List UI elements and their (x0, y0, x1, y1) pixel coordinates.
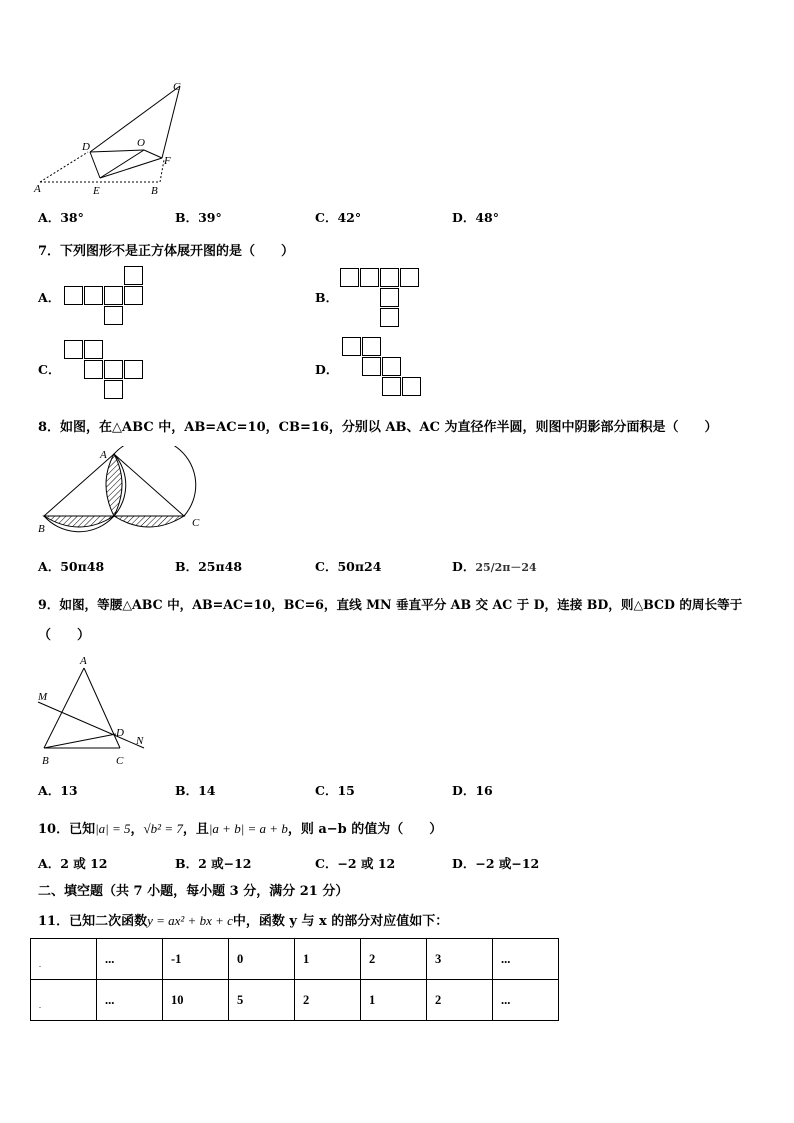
option-letter: C． (315, 856, 338, 871)
q8-option-a[interactable] (38, 557, 104, 575)
table-cell: -1 (163, 939, 229, 980)
q6-figure (30, 72, 200, 202)
q11-prefix: 11．已知二次函数 (38, 914, 148, 929)
q9-option-c[interactable] (315, 781, 355, 799)
option-text: 42° (337, 210, 362, 225)
fig6-label-o: O (137, 137, 145, 149)
q8-figure (34, 446, 214, 536)
table-cell: 10 (163, 980, 229, 1021)
option-letter: A． (38, 783, 61, 798)
fig8-label-c: C (192, 517, 200, 529)
fig9-label-c: C (116, 755, 124, 767)
q10-prefix: 10．已知 (38, 822, 96, 837)
option-text: 25/2π－24 (475, 561, 537, 574)
option-text: 2 或 12 (60, 856, 108, 871)
option-text: −2 或 12 (337, 856, 396, 871)
q8-stem: 8．如图，在△ABC 中，AB=AC=10，CB=16，分别以 AB、AC 为直径作半圆，则图中阴影部分面积是（ ） (38, 420, 718, 435)
option-text: 50π48 (60, 559, 105, 574)
option-letter: B． (175, 856, 199, 871)
option-letter: C． (315, 559, 338, 574)
option-letter: C． (315, 783, 338, 798)
q11-suffix: 中，函数 y 与 x 的部分对应值如下： (232, 914, 449, 929)
table-cell: 2 (427, 980, 493, 1021)
option-text: 38° (60, 210, 84, 225)
q11-value-table (30, 938, 559, 1021)
option-letter: A． (38, 210, 61, 225)
q10-suffix: ，则 a−b 的值为（ ） (287, 822, 443, 837)
q7-option-d-letter[interactable]: D． (315, 362, 339, 377)
q7-stem: 7．下列图形不是正方体展开图的是（ ） (38, 244, 295, 259)
option-text: 39° (198, 210, 222, 225)
option-letter: B． (175, 783, 199, 798)
option-text: 13 (60, 783, 78, 798)
q7-option-b-letter[interactable]: B． (315, 290, 339, 305)
option-text: 25π48 (198, 559, 243, 574)
q10-option-b[interactable] (175, 854, 252, 872)
q9-stem-line1: 9．如图，等腰△ABC 中，AB=AC=10，BC=6，直线 MN 垂直平分 AB 交 AC 于 D，连接 BD，则△BCD 的周长等于 (38, 597, 743, 612)
q8-option-c[interactable] (315, 557, 381, 575)
q6-option-a[interactable] (38, 208, 84, 226)
q9-figure (32, 652, 162, 772)
q10-option-d[interactable] (452, 854, 539, 872)
fig6-label-d: D (82, 141, 90, 153)
q10-option-c[interactable] (315, 854, 395, 872)
table-cell: ... (493, 980, 559, 1021)
section-2-heading: 二、填空题（共 7 小题，每小题 3 分，满分 21 分） (38, 884, 349, 899)
fig6-label-c: C (173, 81, 181, 93)
option-letter: A． (38, 559, 61, 574)
q6-option-b[interactable] (175, 208, 222, 226)
q8-option-d[interactable] (452, 557, 537, 575)
q7-option-c-letter[interactable]: C． (38, 362, 61, 377)
option-letter: A． (38, 856, 61, 871)
table-row (31, 980, 559, 1021)
table-cell: ... (97, 980, 163, 1021)
q8-option-b[interactable] (175, 557, 242, 575)
fig9-label-d: D (116, 727, 124, 739)
fig9-label-a: A (80, 655, 87, 667)
table-cell: . (31, 939, 97, 980)
q9-option-a[interactable] (38, 781, 78, 799)
table-cell: 2 (361, 939, 427, 980)
q6-option-d[interactable] (452, 208, 499, 226)
option-letter: C． (315, 210, 338, 225)
table-cell: 5 (229, 980, 295, 1021)
table-cell: 3 (427, 939, 493, 980)
q10-separator: ， (130, 822, 144, 837)
fig9-label-n: N (136, 735, 144, 747)
fig8-label-a: A (100, 449, 107, 461)
table-cell: 1 (295, 939, 361, 980)
option-letter: D． (452, 783, 476, 798)
option-letter: B． (175, 559, 199, 574)
q10-condition-1: |a| = 5 (95, 821, 131, 836)
option-text: −2 或−12 (475, 856, 540, 871)
fig6-label-f: F (164, 155, 171, 167)
table-cell: ... (97, 939, 163, 980)
option-letter: D． (452, 210, 476, 225)
q9-option-d[interactable] (452, 781, 493, 799)
q11-stem (38, 910, 448, 929)
option-letter: D． (452, 559, 476, 574)
table-cell: 1 (361, 980, 427, 1021)
option-text: 2 或−12 (198, 856, 252, 871)
q9-option-b[interactable] (175, 781, 215, 799)
option-text: 14 (198, 783, 216, 798)
fig8-label-b: B (38, 523, 45, 535)
q9-stem-line2: （ ） (38, 628, 91, 643)
option-text: 50π24 (337, 559, 382, 574)
fig6-label-a: A (34, 183, 41, 195)
table-cell: 2 (295, 980, 361, 1021)
option-letter: B． (175, 210, 199, 225)
option-text: 15 (337, 783, 355, 798)
q10-condition-3: |a + b| = a + b (208, 821, 288, 836)
fig9-label-b: B (42, 755, 49, 767)
table-cell: ... (493, 939, 559, 980)
q11-formula: y = ax² + bx + c (147, 913, 233, 928)
table-cell: . (31, 980, 97, 1021)
q6-option-c[interactable] (315, 208, 361, 226)
option-text: 48° (475, 210, 499, 225)
table-row (31, 939, 559, 980)
fig6-label-b: B (151, 185, 158, 197)
q10-stem (38, 818, 442, 837)
option-letter: D． (452, 856, 476, 871)
fig9-label-m: M (38, 691, 48, 703)
option-text: 16 (475, 783, 493, 798)
q10-separator: ，且 (182, 822, 209, 837)
table-cell: 0 (229, 939, 295, 980)
q10-option-a[interactable] (38, 854, 108, 872)
q7-option-a-letter[interactable]: A． (38, 290, 61, 305)
q10-condition-2: √b² = 7 (143, 821, 183, 836)
fig6-label-e: E (93, 185, 100, 197)
